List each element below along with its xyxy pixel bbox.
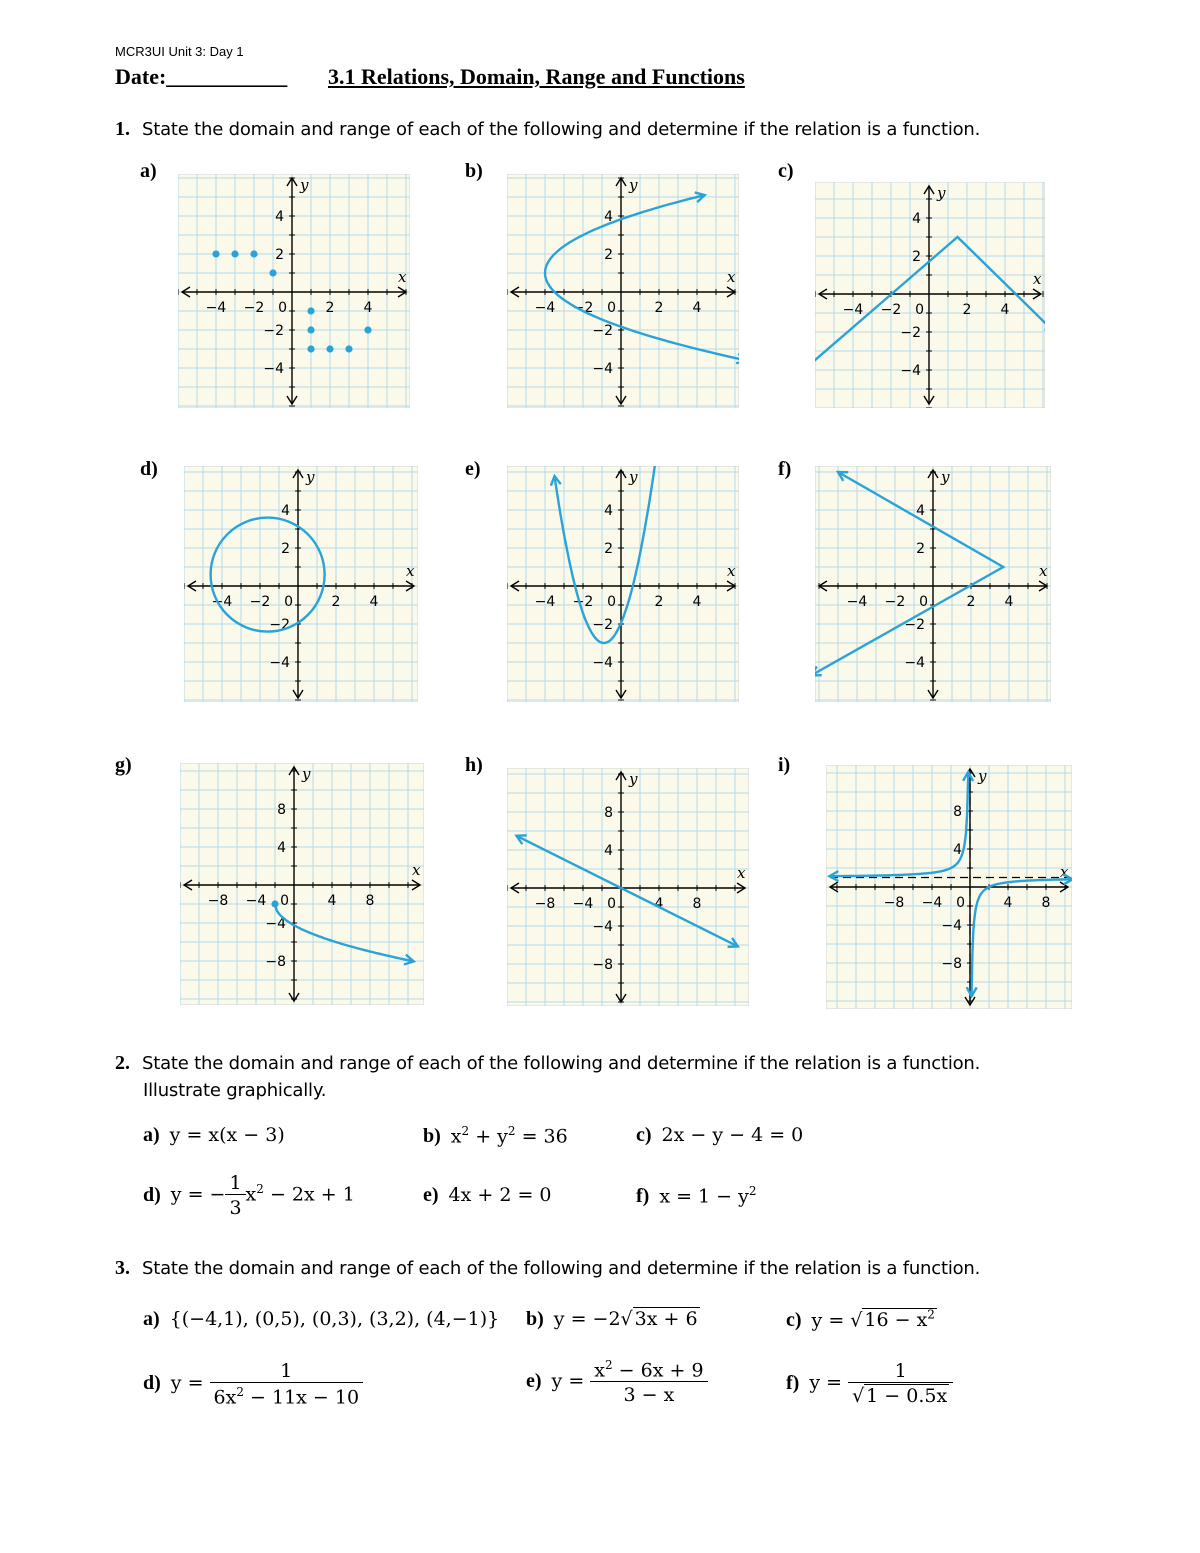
- x-tick-label: −2: [572, 300, 594, 316]
- x-tick-label: 2: [654, 300, 664, 316]
- x-tick-label: 4: [1004, 594, 1014, 610]
- denominator: 3 − x: [590, 1381, 707, 1406]
- question-3: [115, 1257, 980, 1280]
- x-tick-label: 4: [369, 594, 379, 610]
- x-tick-label: 2: [331, 594, 341, 610]
- x-axis-label: x: [727, 562, 736, 580]
- y-axis-label: y: [629, 468, 638, 486]
- graph-c: [815, 182, 1045, 408]
- fraction: [225, 1172, 245, 1219]
- y-tick-label: −2: [269, 617, 290, 633]
- data-point: [307, 345, 314, 352]
- data-point: [250, 250, 257, 257]
- y-axis-label: y: [629, 176, 638, 194]
- item-label: c): [636, 1124, 652, 1146]
- graph-panel: [815, 182, 1045, 408]
- x-tick-label: 8: [365, 893, 375, 909]
- exponent: 2: [461, 1124, 470, 1138]
- expression-part: y =: [811, 1309, 851, 1332]
- item-label: a): [143, 1308, 160, 1330]
- origin-label: 0: [607, 896, 616, 912]
- numerator-part: − 6x + 9: [612, 1359, 704, 1382]
- y-tick-label: 4: [953, 842, 962, 858]
- x-tick-label: 2: [966, 594, 976, 610]
- expression-part: x: [245, 1183, 257, 1206]
- label-c: c): [778, 160, 794, 182]
- data-point: [345, 345, 352, 352]
- q2-item-e: [423, 1184, 552, 1207]
- graph-e: [507, 466, 739, 702]
- q2-item-b: [423, 1124, 568, 1148]
- exponent: 2: [927, 1308, 935, 1322]
- y-tick-label: 4: [281, 503, 290, 519]
- y-tick-label: −8: [265, 954, 286, 970]
- x-tick-label: 4: [363, 300, 373, 316]
- x-tick-label: 4: [327, 893, 337, 909]
- question-number: 2.: [115, 1052, 130, 1074]
- origin-label: 0: [607, 594, 616, 610]
- label-i: i): [778, 754, 791, 776]
- y-axis-label: y: [937, 184, 946, 202]
- numerator: 1: [280, 1360, 293, 1382]
- label-e: e): [465, 458, 481, 480]
- item-label: e): [423, 1184, 439, 1206]
- expression-part: = 36: [515, 1125, 568, 1148]
- denominator-part: 6x: [213, 1386, 237, 1409]
- data-point: [212, 250, 219, 257]
- expression-part: y =: [170, 1372, 210, 1395]
- numerator: 1: [894, 1360, 907, 1382]
- x-axis-label: x: [406, 562, 415, 580]
- question-text: State the domain and range of each of the following and determine if the relation is a function.: [142, 119, 981, 140]
- page-title: 3.1 Relations, Domain, Range and Functions: [328, 64, 745, 89]
- radicand: [862, 1308, 937, 1331]
- graph-panel: [507, 174, 739, 408]
- x-tick-label: −2: [880, 302, 902, 318]
- expression-part: − 2x + 1: [263, 1183, 355, 1206]
- y-tick-label: −2: [904, 617, 925, 633]
- y-tick-label: 2: [604, 247, 613, 263]
- exponent: 2: [256, 1182, 264, 1197]
- fraction: [210, 1360, 364, 1408]
- data-point: [231, 250, 238, 257]
- origin-label: 0: [915, 302, 924, 318]
- y-tick-label: −8: [941, 956, 962, 972]
- origin-label: 0: [280, 893, 289, 909]
- q2-item-a: [143, 1124, 285, 1147]
- expression: x = 1 − y: [659, 1185, 749, 1208]
- y-tick-label: −2: [592, 617, 613, 633]
- q3-item-d: [143, 1360, 363, 1408]
- y-tick-label: 2: [281, 541, 290, 557]
- y-tick-label: −4: [592, 655, 613, 671]
- y-axis-label: y: [978, 767, 987, 785]
- y-tick-label: −4: [592, 361, 613, 377]
- item-label: f): [636, 1185, 650, 1208]
- x-tick-label: 2: [654, 594, 664, 610]
- graph-svg: [178, 174, 410, 408]
- y-axis-label: y: [629, 770, 638, 788]
- item-label: e): [526, 1370, 542, 1393]
- y-axis-label: y: [306, 468, 315, 486]
- y-tick-label: −4: [265, 916, 286, 932]
- expression-part: y = −2: [553, 1308, 621, 1330]
- y-tick-label: 2: [916, 541, 925, 557]
- denominator: [210, 1382, 364, 1408]
- item-label: d): [143, 1372, 161, 1395]
- item-label: c): [786, 1309, 802, 1332]
- numerator: [590, 1358, 707, 1381]
- item-label: b): [423, 1125, 441, 1148]
- expression: {(−4,1), (0,5), (0,3), (3,2), (4,−1)}: [169, 1308, 500, 1330]
- x-axis-label: x: [727, 268, 736, 286]
- denominator: 3: [225, 1194, 245, 1219]
- question-text-2: Illustrate graphically.: [143, 1080, 327, 1101]
- x-tick-label: −4: [572, 896, 594, 912]
- item-label: f): [786, 1371, 800, 1394]
- x-tick-label: 4: [1003, 895, 1013, 911]
- q2-item-f: [636, 1184, 757, 1208]
- y-axis-label: y: [941, 468, 950, 486]
- q3-item-f: [786, 1360, 953, 1407]
- x-tick-label: −2: [249, 594, 271, 610]
- data-point: [326, 345, 333, 352]
- x-tick-label: 4: [692, 300, 702, 316]
- item-label: d): [143, 1183, 161, 1206]
- graph-panel: [184, 466, 418, 702]
- q3-item-b: [526, 1308, 700, 1331]
- x-tick-label: 8: [1041, 895, 1051, 911]
- x-axis-label: x: [412, 861, 421, 879]
- expression-part: y =: [809, 1371, 849, 1394]
- graph-d: [184, 466, 418, 702]
- graph-f: [815, 466, 1051, 702]
- label-d: d): [140, 458, 158, 480]
- exponent: 2: [507, 1124, 516, 1138]
- y-tick-label: −8: [592, 957, 613, 973]
- exponent: 2: [748, 1184, 757, 1198]
- y-tick-label: −4: [900, 363, 921, 379]
- q2-item-d: [143, 1172, 355, 1219]
- expression: y = x(x − 3): [169, 1124, 285, 1146]
- q3-item-c: [786, 1308, 937, 1332]
- x-tick-label: −2: [572, 594, 594, 610]
- x-tick-label: 2: [325, 300, 335, 316]
- fraction: [590, 1358, 707, 1406]
- sqrt-icon: √: [620, 1308, 633, 1330]
- origin-label: 0: [919, 594, 928, 610]
- y-tick-label: 2: [604, 541, 613, 557]
- graph-panel: [507, 466, 739, 702]
- data-point: [307, 307, 314, 314]
- x-axis-label: x: [398, 268, 407, 286]
- y-tick-label: −4: [904, 655, 925, 671]
- y-tick-label: −4: [941, 918, 962, 934]
- data-point: [364, 326, 371, 333]
- y-tick-label: −4: [263, 361, 284, 377]
- x-tick-label: −2: [884, 594, 906, 610]
- question-1: [115, 118, 980, 141]
- label-a: a): [140, 160, 157, 182]
- item-label: a): [143, 1124, 160, 1146]
- origin-label: 0: [607, 300, 616, 316]
- exponent: 2: [605, 1358, 613, 1372]
- y-tick-label: 4: [604, 843, 613, 859]
- x-tick-label: −4: [534, 300, 556, 316]
- x-axis-label: x: [1060, 863, 1069, 881]
- radicand: 1 − 0.5x: [866, 1385, 948, 1407]
- x-axis-label: x: [737, 864, 746, 882]
- x-tick-label: −4: [842, 302, 864, 318]
- sqrt-icon: √: [850, 1309, 863, 1332]
- x-tick-label: 4: [654, 896, 664, 912]
- graph-panel: [178, 174, 410, 408]
- graph-svg: [180, 763, 424, 1005]
- x-tick-label: 8: [692, 896, 702, 912]
- graph-svg: [507, 768, 749, 1006]
- x-tick-label: −2: [243, 300, 265, 316]
- x-axis-label: x: [1039, 562, 1048, 580]
- question-text: State the domain and range of each of the following and determine if the relation is a function.: [142, 1258, 981, 1279]
- expression-part: + y: [469, 1125, 508, 1148]
- graph-svg: [815, 466, 1051, 702]
- label-g: g): [115, 754, 132, 776]
- label-f: f): [778, 458, 792, 480]
- graph-svg: [826, 765, 1072, 1009]
- q2-item-c: [636, 1124, 803, 1147]
- y-tick-label: 8: [604, 805, 613, 821]
- y-tick-label: 2: [912, 249, 921, 265]
- y-tick-label: 4: [912, 211, 921, 227]
- expression-part: y = −: [170, 1183, 226, 1206]
- x-tick-label: −4: [846, 594, 868, 610]
- y-tick-label: 4: [916, 503, 925, 519]
- exponent: 2: [236, 1385, 244, 1399]
- graph-svg: [507, 174, 739, 408]
- data-point: [307, 326, 314, 333]
- x-tick-label: −8: [883, 895, 905, 911]
- x-tick-label: 4: [1000, 302, 1010, 318]
- y-axis-label: y: [302, 765, 311, 783]
- y-tick-label: 4: [275, 209, 284, 225]
- x-tick-label: −4: [534, 594, 556, 610]
- y-tick-label: 8: [953, 804, 962, 820]
- radicand-text: 16 − x: [864, 1309, 928, 1332]
- x-tick-label: −4: [205, 300, 227, 316]
- sqrt-icon: √: [852, 1385, 865, 1407]
- x-tick-label: −4: [921, 895, 943, 911]
- numerator-part: x: [594, 1359, 605, 1382]
- label-h: h): [465, 754, 483, 776]
- y-tick-label: 8: [277, 802, 286, 818]
- question-text: State the domain and range of each of the following and determine if the relation is a function.: [142, 1053, 981, 1074]
- numerator: 1: [229, 1172, 242, 1194]
- date-field: Date:___________: [115, 64, 288, 89]
- fraction: [848, 1360, 953, 1407]
- course-header: MCR3UI Unit 3: Day 1: [115, 44, 244, 59]
- denominator-part: − 11x − 10: [243, 1386, 360, 1409]
- graph-panel: [507, 768, 749, 1006]
- denominator: [848, 1382, 953, 1407]
- graph-svg: [507, 466, 739, 702]
- graph-i: [826, 765, 1072, 1009]
- q3-item-e: [526, 1358, 708, 1406]
- graph-svg: [815, 182, 1045, 408]
- y-tick-label: −2: [263, 323, 284, 339]
- x-tick-label: −4: [245, 893, 267, 909]
- y-tick-label: −2: [592, 323, 613, 339]
- radicand: 3x + 6: [634, 1308, 698, 1330]
- y-tick-label: 4: [277, 840, 286, 856]
- y-tick-label: 4: [604, 209, 613, 225]
- expression: 4x + 2 = 0: [448, 1184, 552, 1206]
- y-tick-label: −2: [900, 325, 921, 341]
- start-point: [271, 900, 278, 907]
- graph-g: [180, 763, 424, 1005]
- expression-part: y =: [551, 1370, 591, 1393]
- question-2: [115, 1052, 980, 1075]
- question-number: 1.: [115, 118, 130, 140]
- x-axis-label: x: [1033, 270, 1042, 288]
- x-tick-label: −8: [534, 896, 556, 912]
- origin-label: 0: [278, 300, 287, 316]
- y-tick-label: 2: [275, 247, 284, 263]
- y-tick-label: −4: [592, 919, 613, 935]
- origin-label: 0: [956, 895, 965, 911]
- graph-b: [507, 174, 739, 408]
- question-number: 3.: [115, 1257, 130, 1279]
- y-axis-label: y: [300, 176, 309, 194]
- expression-part: x: [450, 1125, 462, 1148]
- x-tick-label: 4: [692, 594, 702, 610]
- x-tick-label: −4: [211, 594, 233, 610]
- x-tick-label: −8: [207, 893, 229, 909]
- expression: 2x − y − 4 = 0: [661, 1124, 804, 1146]
- graph-panel: [180, 763, 424, 1005]
- origin-label: 0: [284, 594, 293, 610]
- label-b: b): [465, 160, 483, 182]
- graph-svg: [184, 466, 418, 702]
- data-point: [269, 269, 276, 276]
- item-label: b): [526, 1308, 544, 1330]
- graph-a: [178, 174, 410, 408]
- y-tick-label: 4: [604, 503, 613, 519]
- x-tick-label: 2: [962, 302, 972, 318]
- graph-h: [507, 768, 749, 1006]
- y-tick-label: −4: [269, 655, 290, 671]
- q3-item-a: [143, 1308, 499, 1331]
